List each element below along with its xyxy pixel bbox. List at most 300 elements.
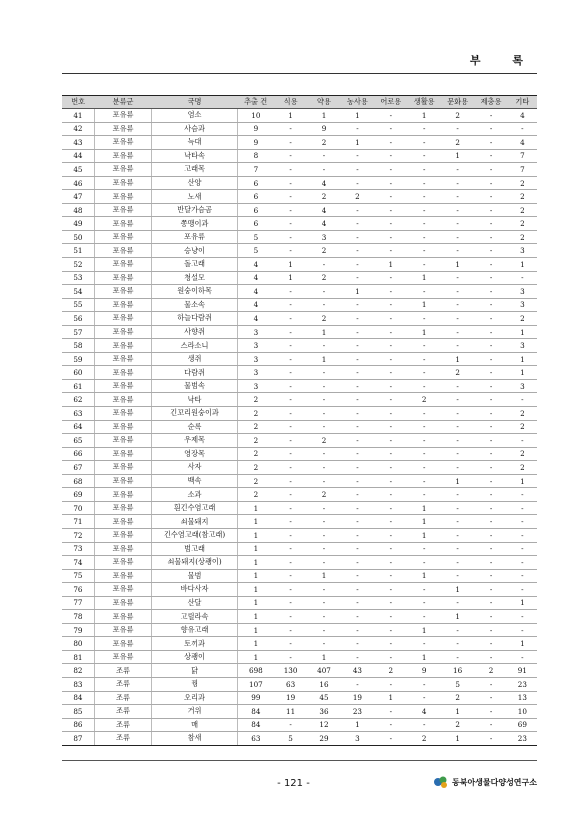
table-cell: - xyxy=(374,163,407,177)
table-cell: 4 xyxy=(508,136,537,150)
table-cell: 3 xyxy=(237,352,274,366)
column-header: 제충용 xyxy=(474,96,507,109)
table-cell: - xyxy=(274,379,307,393)
table-cell: - xyxy=(474,244,507,258)
table-cell: - xyxy=(374,109,407,123)
table-cell: 10 xyxy=(508,705,537,719)
table-cell: 55 xyxy=(62,298,94,312)
table-cell: - xyxy=(341,244,374,258)
footer-divider xyxy=(62,760,537,761)
table-cell: - xyxy=(408,230,441,244)
table-cell: 1 xyxy=(237,556,274,570)
table-cell: - xyxy=(274,122,307,136)
table-cell: - xyxy=(341,203,374,217)
table-cell: 2 xyxy=(341,190,374,204)
table-cell: - xyxy=(274,352,307,366)
column-header: 추출 건 xyxy=(237,96,274,109)
table-cell: 45 xyxy=(307,691,340,705)
table-cell: - xyxy=(474,488,507,502)
table-cell: 1 xyxy=(441,705,474,719)
table-cell: 4 xyxy=(508,109,537,123)
table-cell: 포유류 xyxy=(94,258,151,272)
header-divider xyxy=(62,73,537,74)
table-row xyxy=(62,203,537,217)
table-cell: 1 xyxy=(274,271,307,285)
table-cell: - xyxy=(474,677,507,691)
table-cell: - xyxy=(274,190,307,204)
footer-organization xyxy=(433,775,537,789)
table-cell: 포유류 xyxy=(152,230,238,244)
table-cell: 향유고래 xyxy=(152,623,238,637)
table-cell: - xyxy=(341,325,374,339)
page-number: - 121 - xyxy=(277,778,310,789)
table-cell: - xyxy=(508,610,537,624)
table-cell: 조류 xyxy=(94,664,151,678)
table-cell: 80 xyxy=(62,637,94,651)
table-cell: 2 xyxy=(307,190,340,204)
table-cell: - xyxy=(474,122,507,136)
appendix-table xyxy=(62,95,537,746)
table-row xyxy=(62,556,537,570)
table-cell: - xyxy=(474,163,507,177)
table-cell: 2 xyxy=(237,447,274,461)
table-cell: - xyxy=(374,732,407,746)
table-row xyxy=(62,230,537,244)
table-cell: 5 xyxy=(441,677,474,691)
table-cell: 48 xyxy=(62,203,94,217)
table-cell: - xyxy=(341,596,374,610)
table-cell: - xyxy=(474,501,507,515)
table-cell: - xyxy=(374,176,407,190)
table-cell: 1 xyxy=(441,352,474,366)
table-row xyxy=(62,596,537,610)
table-cell: - xyxy=(474,136,507,150)
table-cell: 77 xyxy=(62,596,94,610)
table-cell: - xyxy=(441,407,474,421)
table-cell: - xyxy=(441,488,474,502)
table-cell: 포유류 xyxy=(94,352,151,366)
page-section-title: 부 록 xyxy=(469,54,537,67)
table-cell: - xyxy=(374,217,407,231)
table-cell: - xyxy=(408,366,441,380)
table-cell: - xyxy=(441,163,474,177)
table-cell: - xyxy=(274,596,307,610)
table-cell: - xyxy=(307,366,340,380)
table-cell: - xyxy=(307,556,340,570)
table-cell: - xyxy=(441,556,474,570)
table-cell: - xyxy=(474,650,507,664)
table-cell: 흰긴수염고래 xyxy=(152,501,238,515)
table-cell: 포유류 xyxy=(94,366,151,380)
table-cell: - xyxy=(274,244,307,258)
table-cell: - xyxy=(441,244,474,258)
table-cell: 86 xyxy=(62,718,94,732)
table-cell: 하늘다람쥐 xyxy=(152,312,238,326)
table-cell: - xyxy=(408,420,441,434)
table-cell: 1 xyxy=(441,258,474,272)
table-cell: 23 xyxy=(508,677,537,691)
table-cell: - xyxy=(474,637,507,651)
table-cell: - xyxy=(441,325,474,339)
table-cell: - xyxy=(474,271,507,285)
table-cell: - xyxy=(441,379,474,393)
table-cell: 9 xyxy=(237,136,274,150)
table-row xyxy=(62,515,537,529)
table-cell: - xyxy=(474,109,507,123)
table-cell: - xyxy=(508,528,537,542)
table-cell: - xyxy=(341,623,374,637)
table-cell: 1 xyxy=(408,271,441,285)
table-cell: - xyxy=(474,528,507,542)
table-cell: - xyxy=(441,122,474,136)
table-row xyxy=(62,271,537,285)
table-cell: - xyxy=(408,583,441,597)
table-cell: - xyxy=(508,556,537,570)
table-cell: - xyxy=(341,542,374,556)
table-cell: - xyxy=(274,420,307,434)
table-row xyxy=(62,393,537,407)
table-cell: 5 xyxy=(237,244,274,258)
table-row xyxy=(62,325,537,339)
table-cell: 36 xyxy=(307,705,340,719)
table-cell: 쇠물돼지(상괭이) xyxy=(152,556,238,570)
table-cell: - xyxy=(274,515,307,529)
table-cell: 69 xyxy=(62,488,94,502)
table-cell: 4 xyxy=(237,258,274,272)
table-cell: 69 xyxy=(508,718,537,732)
table-cell: 1 xyxy=(237,583,274,597)
table-cell: - xyxy=(341,488,374,502)
table-cell: - xyxy=(474,420,507,434)
table-cell: - xyxy=(274,136,307,150)
table-cell: - xyxy=(474,434,507,448)
table-row xyxy=(62,176,537,190)
table-cell: 포유류 xyxy=(94,501,151,515)
table-cell: - xyxy=(408,136,441,150)
table-cell: 3 xyxy=(237,325,274,339)
table-cell: 65 xyxy=(62,434,94,448)
table-row xyxy=(62,650,537,664)
table-cell: - xyxy=(307,528,340,542)
table-cell: - xyxy=(508,623,537,637)
table-cell: 57 xyxy=(62,325,94,339)
table-cell: - xyxy=(441,339,474,353)
table-cell: 75 xyxy=(62,569,94,583)
table-cell: 1 xyxy=(441,583,474,597)
table-row xyxy=(62,447,537,461)
table-cell: 산양 xyxy=(152,176,238,190)
table-cell: - xyxy=(408,718,441,732)
table-cell: 3 xyxy=(341,732,374,746)
table-cell: - xyxy=(307,610,340,624)
table-cell: - xyxy=(341,461,374,475)
table-cell: - xyxy=(408,379,441,393)
table-cell: - xyxy=(374,461,407,475)
table-cell: 매 xyxy=(152,718,238,732)
table-cell: - xyxy=(408,434,441,448)
table-cell: 4 xyxy=(237,271,274,285)
table-cell: 1 xyxy=(408,623,441,637)
table-cell: 47 xyxy=(62,190,94,204)
table-header-row xyxy=(62,96,537,109)
table-cell: 2 xyxy=(474,664,507,678)
table-cell: - xyxy=(474,190,507,204)
table-cell: - xyxy=(441,285,474,299)
table-cell: - xyxy=(474,203,507,217)
table-cell: - xyxy=(341,379,374,393)
table-cell: 1 xyxy=(508,474,537,488)
table-cell: - xyxy=(374,190,407,204)
table-cell: - xyxy=(341,339,374,353)
table-cell: - xyxy=(341,583,374,597)
table-cell: 원숭이하목 xyxy=(152,285,238,299)
table-cell: 포유류 xyxy=(94,515,151,529)
table-cell: 84 xyxy=(237,705,274,719)
table-row xyxy=(62,407,537,421)
table-cell: 698 xyxy=(237,664,274,678)
table-cell: - xyxy=(374,528,407,542)
table-cell: 1 xyxy=(408,501,441,515)
table-cell: - xyxy=(474,691,507,705)
table-cell: - xyxy=(474,393,507,407)
table-cell: 71 xyxy=(62,515,94,529)
column-header: 농사용 xyxy=(341,96,374,109)
table-cell: 2 xyxy=(508,190,537,204)
table-cell: 42 xyxy=(62,122,94,136)
table-cell: 포유류 xyxy=(94,176,151,190)
table-cell: 포유류 xyxy=(94,420,151,434)
table-cell: - xyxy=(441,528,474,542)
table-cell: - xyxy=(274,637,307,651)
table-cell: - xyxy=(274,542,307,556)
table-cell: 87 xyxy=(62,732,94,746)
table-row xyxy=(62,542,537,556)
table-cell: - xyxy=(408,637,441,651)
table-cell: 81 xyxy=(62,650,94,664)
table-cell: - xyxy=(341,298,374,312)
table-cell: 포유류 xyxy=(94,312,151,326)
table-cell: - xyxy=(274,501,307,515)
table-cell: 1 xyxy=(341,718,374,732)
table-cell: 29 xyxy=(307,732,340,746)
table-cell: - xyxy=(441,420,474,434)
table-cell: - xyxy=(408,122,441,136)
table-row xyxy=(62,379,537,393)
table-cell: - xyxy=(307,339,340,353)
table-cell: 2 xyxy=(508,312,537,326)
table-cell: 4 xyxy=(307,176,340,190)
table-cell: 79 xyxy=(62,623,94,637)
table-cell: 포유류 xyxy=(94,596,151,610)
table-cell: 포유류 xyxy=(94,542,151,556)
table-cell: 60 xyxy=(62,366,94,380)
table-cell: 산달 xyxy=(152,596,238,610)
table-cell: - xyxy=(307,583,340,597)
table-cell: 2 xyxy=(237,461,274,475)
table-cell: - xyxy=(474,542,507,556)
table-cell: 포유류 xyxy=(94,136,151,150)
table-cell: 2 xyxy=(307,434,340,448)
column-header: 약용 xyxy=(307,96,340,109)
table-row xyxy=(62,109,537,123)
table-cell: 포유류 xyxy=(94,623,151,637)
table-cell: 12 xyxy=(307,718,340,732)
table-cell: 2 xyxy=(307,312,340,326)
table-cell: - xyxy=(474,298,507,312)
table-cell: - xyxy=(374,556,407,570)
table-cell: 84 xyxy=(62,691,94,705)
table-cell: - xyxy=(307,379,340,393)
table-cell: 긴꼬리원숭이과 xyxy=(152,407,238,421)
table-cell: - xyxy=(274,488,307,502)
table-cell: 승냥이 xyxy=(152,244,238,258)
table-cell: - xyxy=(508,650,537,664)
column-header: 식용 xyxy=(274,96,307,109)
table-cell: - xyxy=(341,230,374,244)
column-header: 번호 xyxy=(62,96,94,109)
table-cell: - xyxy=(341,366,374,380)
table-cell: 2 xyxy=(408,393,441,407)
table-cell: 쇠물돼지 xyxy=(152,515,238,529)
table-row xyxy=(62,217,537,231)
table-cell: - xyxy=(474,149,507,163)
table-cell: - xyxy=(374,596,407,610)
table-cell: 107 xyxy=(237,677,274,691)
table-cell: - xyxy=(341,501,374,515)
table-cell: - xyxy=(341,407,374,421)
table-cell: - xyxy=(307,474,340,488)
table-cell: 1 xyxy=(237,528,274,542)
table-cell: 46 xyxy=(62,176,94,190)
table-cell: 포유류 xyxy=(94,190,151,204)
table-cell: 67 xyxy=(62,461,94,475)
column-header: 생활용 xyxy=(408,96,441,109)
table-cell: - xyxy=(408,461,441,475)
table-cell: - xyxy=(441,203,474,217)
table-cell: 3 xyxy=(237,366,274,380)
table-row xyxy=(62,312,537,326)
table-cell: - xyxy=(374,203,407,217)
table-cell: 130 xyxy=(274,664,307,678)
table-cell: 낙타 xyxy=(152,393,238,407)
table-cell: 7 xyxy=(508,149,537,163)
table-cell: 63 xyxy=(274,677,307,691)
table-cell: - xyxy=(441,461,474,475)
table-cell: 49 xyxy=(62,217,94,231)
table-cell: 1 xyxy=(341,109,374,123)
table-cell: - xyxy=(274,325,307,339)
table-cell: 포유류 xyxy=(94,461,151,475)
table-cell: 1 xyxy=(408,515,441,529)
table-row xyxy=(62,610,537,624)
table-cell: - xyxy=(374,366,407,380)
table-cell: 43 xyxy=(62,136,94,150)
table-cell: - xyxy=(474,596,507,610)
table-cell: 포유류 xyxy=(94,447,151,461)
table-cell: 41 xyxy=(62,109,94,123)
table-cell: 9 xyxy=(307,122,340,136)
table-row xyxy=(62,190,537,204)
table-cell: - xyxy=(374,583,407,597)
table-cell: 1 xyxy=(441,732,474,746)
table-cell: - xyxy=(474,705,507,719)
table-cell: - xyxy=(374,623,407,637)
table-cell: 3 xyxy=(307,230,340,244)
table-cell: - xyxy=(374,230,407,244)
table-cell: 물범 xyxy=(152,569,238,583)
table-cell: - xyxy=(408,149,441,163)
table-cell: - xyxy=(374,637,407,651)
table-row xyxy=(62,501,537,515)
table-cell: - xyxy=(374,312,407,326)
table-cell: 11 xyxy=(274,705,307,719)
table-cell: 사슴과 xyxy=(152,122,238,136)
table-cell: - xyxy=(307,149,340,163)
table-cell: 2 xyxy=(508,420,537,434)
table-cell: 1 xyxy=(237,569,274,583)
table-cell: 51 xyxy=(62,244,94,258)
table-cell: 2 xyxy=(508,217,537,231)
table-cell: - xyxy=(274,434,307,448)
column-header: 국명 xyxy=(152,96,238,109)
table-cell: 돌고래 xyxy=(152,258,238,272)
table-cell: 59 xyxy=(62,352,94,366)
table-cell: - xyxy=(408,190,441,204)
table-cell: 52 xyxy=(62,258,94,272)
table-row xyxy=(62,677,537,691)
table-cell: 3 xyxy=(508,339,537,353)
table-cell: 6 xyxy=(237,203,274,217)
table-cell: 62 xyxy=(62,393,94,407)
table-cell: - xyxy=(341,258,374,272)
table-cell: 2 xyxy=(441,366,474,380)
table-cell: 1 xyxy=(307,569,340,583)
table-cell: - xyxy=(341,515,374,529)
table-row xyxy=(62,474,537,488)
table-row xyxy=(62,420,537,434)
table-cell: 물범속 xyxy=(152,379,238,393)
table-cell: 포유류 xyxy=(94,434,151,448)
table-cell: - xyxy=(441,230,474,244)
table-cell: - xyxy=(474,447,507,461)
table-cell: - xyxy=(474,474,507,488)
table-cell: - xyxy=(307,623,340,637)
table-cell: - xyxy=(508,122,537,136)
table-cell: - xyxy=(508,583,537,597)
table-cell: - xyxy=(274,556,307,570)
table-cell: 1 xyxy=(237,542,274,556)
table-cell: 사자 xyxy=(152,461,238,475)
table-cell: - xyxy=(408,488,441,502)
table-cell: 참새 xyxy=(152,732,238,746)
table-row xyxy=(62,434,537,448)
table-cell: - xyxy=(408,556,441,570)
table-cell: - xyxy=(274,461,307,475)
table-cell: 2 xyxy=(408,732,441,746)
table-cell: - xyxy=(408,217,441,231)
table-cell: 다람쥐 xyxy=(152,366,238,380)
table-cell: - xyxy=(474,379,507,393)
table-cell: 2 xyxy=(237,420,274,434)
table-cell: 포유류 xyxy=(94,407,151,421)
org-logo-icon xyxy=(433,775,449,789)
table-cell: - xyxy=(408,258,441,272)
table-cell: - xyxy=(474,556,507,570)
table-cell: 1 xyxy=(237,650,274,664)
table-cell: 1 xyxy=(508,596,537,610)
table-cell: 오리과 xyxy=(152,691,238,705)
table-cell: 407 xyxy=(307,664,340,678)
